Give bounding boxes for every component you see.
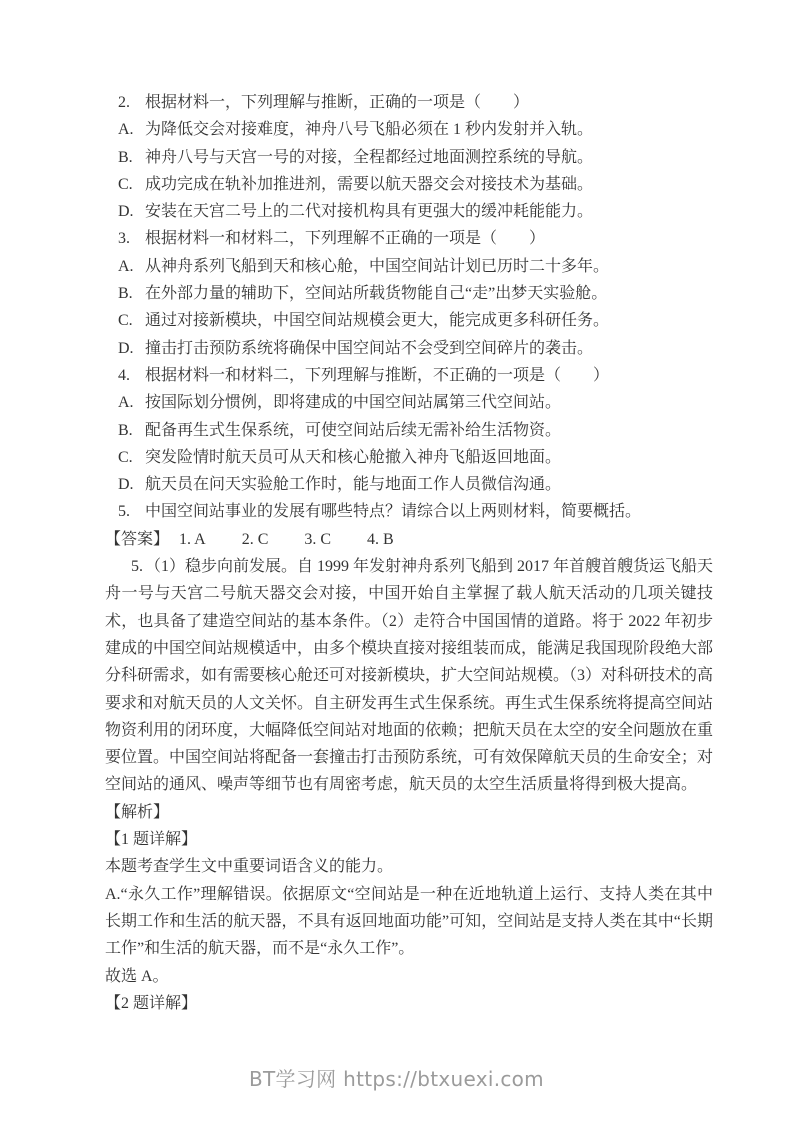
option-text: 从神舟系列飞船到天和核心舱，中国空间站计划已历时二十多年。 (145, 257, 610, 275)
option-text: 突发险情时航天员可从天和核心舱撤入神舟飞船返回地面。 (145, 448, 562, 466)
option-label: B. (118, 148, 133, 166)
question-stem-text: 根据材料一，下列理解与推断，正确的一项是（ ） (145, 94, 530, 111)
question-stem (105, 362, 713, 389)
analysis-label: 【解析】 (105, 803, 170, 821)
option-text: 航天员在问天实验舱工作时，能与地面工作人员微信沟通。 (145, 476, 562, 494)
answer-label: 【答案】 (105, 530, 170, 548)
option-label: D. (118, 339, 134, 357)
option-row (105, 471, 713, 498)
option-label: D. (118, 203, 134, 221)
option-text: 成功完成在轨补加推进剂，需要以航天器交会对接技术为基础。 (145, 175, 594, 193)
option-text: 在外部力量的辅助下，空间站所载货物能自己“走”出梦天实验舱。 (145, 285, 608, 303)
option-label: C. (118, 312, 133, 330)
option-text: 神舟八号与天宫一号的对接，全程都经过地面测控系统的导航。 (145, 148, 594, 166)
q5-answer-paragraph (105, 553, 713, 799)
option-text: 安装在天宫二号上的二代对接机构具有更强大的缓冲耗能能力。 (145, 203, 594, 221)
option-row (105, 116, 713, 143)
option-row (105, 198, 713, 225)
option-label: D. (118, 476, 134, 494)
answer-choice: 1. A (179, 530, 206, 548)
question-stem (105, 498, 713, 525)
option-row (105, 253, 713, 280)
analysis-q2-header: 【2 题详解】 (105, 994, 198, 1012)
option-label: B. (118, 421, 133, 439)
question-stem-text: 中国空间站事业的发展有哪些特点？请综合以上两则材料，简要概括。 (145, 503, 642, 521)
question-stem (105, 225, 713, 252)
answer-key-line (105, 526, 713, 553)
question-number: 5. (118, 503, 130, 521)
option-text: 配备再生式生保系统，可使空间站后续无需补给生活物资。 (145, 421, 562, 439)
option-row (105, 280, 713, 307)
option-row (105, 417, 713, 444)
option-row (105, 144, 713, 171)
option-label: A. (118, 394, 134, 412)
analysis-q1-body: A.“永久工作”理解错误。依据原文“空间站是一种在近地轨道上运行、支持人类在其中长期工作和生活的航天器，不具有返回地面功能”可知，空间站是支持人类在其中“长期工作”和生活的航天器，而不是“永久工作”。 (105, 885, 713, 958)
q5-answer-number: 5. (131, 558, 143, 576)
question-stem-text: 根据材料一和材料二，下列理解与推断，不正确的一项是（ ） (145, 366, 610, 384)
option-label: C. (118, 448, 133, 466)
option-text: 通过对接新模块，中国空间站规模会更大，能完成更多科研任务。 (145, 312, 610, 330)
option-text: 为降低交会对接难度，神舟八号飞船必须在 1 秒内发射并入轨。 (145, 121, 594, 139)
answer-choice: 4. B (367, 530, 394, 548)
q5-answer-text: （1）稳步向前发展。自 1999 年发射神舟系列飞船到 2017 年首艘首艘货运飞船天舟一号与天宫二号航天器交会对接，中国开始自主掌握了载人航天活动的几项关键技术，也具备了建造空间站的基本条件。（2）走符合中国国情的道路。将于 2022 年初步建成的中国空间站规模适中，由多个模块直接对接组装而成，能满足我国现阶段绝大部分科研需求，如有需要核心舱还可对接新模块，扩大空间站规模。（3）对科研技术的高要求和对航天员的人文关怀。自主研发再生式生保系统。再生式生保系统将提高空间站物资利用的闭环度，大幅降低空间站对地面的依赖；把航天员在太空的安全问题放在重要位置。中国空间站将配备一套撞击打击预防系统，可有效保障航天员的生命安全；对空间站的通风、噪声等细节也有周密考虑，航天员的太空生活质量将得到极大提高。 (105, 558, 714, 794)
question-stem-text: 根据材料一和材料二，下列理解不正确的一项是（ ） (145, 230, 546, 248)
option-row (105, 307, 713, 334)
option-label: A. (118, 121, 134, 139)
analysis-q1-conclusion: 故选 A。 (105, 967, 169, 985)
option-text: 按国际划分惯例，即将建成的中国空间站属第三代空间站。 (145, 394, 562, 412)
question-number: 3. (118, 230, 130, 248)
option-row (105, 389, 713, 416)
option-label: C. (118, 175, 133, 193)
analysis-q1-intro: 本题考查学生文中重要词语含义的能力。 (105, 858, 394, 876)
option-row (105, 335, 713, 362)
option-label: B. (118, 285, 133, 303)
option-row (105, 444, 713, 471)
question-stem (105, 89, 713, 116)
answer-choice: 2. C (241, 530, 269, 548)
watermark-footer: BT学习网 https://btxuexi.com (249, 1067, 544, 1091)
document-body (105, 89, 713, 1017)
answer-choice: 3. C (304, 530, 332, 548)
question-number: 2. (118, 94, 130, 111)
question-number: 4. (118, 366, 130, 384)
analysis-q1-header: 【1 题详解】 (105, 831, 198, 849)
option-label: A. (118, 257, 134, 275)
option-row (105, 171, 713, 198)
option-text: 撞击打击预防系统将确保中国空间站不会受到空间碎片的袭击。 (145, 339, 594, 357)
